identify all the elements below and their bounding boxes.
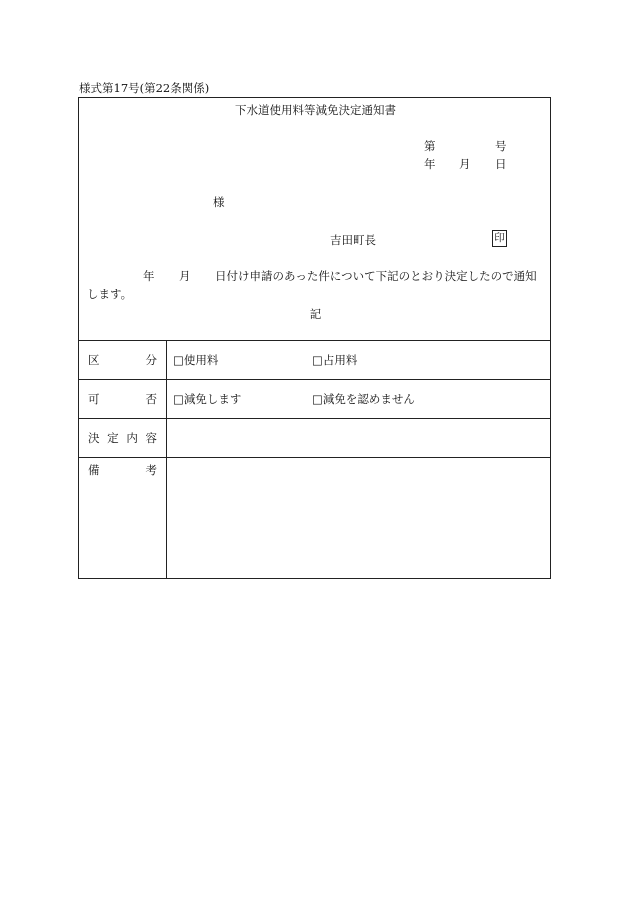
deny-reduction-checkbox[interactable]: □減免を認めません: [312, 392, 415, 406]
issuer-name: 吉田町長: [330, 233, 376, 247]
label-char: 考: [145, 463, 157, 477]
body-year-label: 年: [143, 269, 155, 283]
category-label: [88, 352, 157, 368]
doc-number-suffix: 号: [495, 139, 507, 153]
body-text-line1: 日付け申請のあった件について下記のとおり決定したので通知: [215, 269, 537, 283]
label-char: 区: [88, 353, 100, 367]
label-char: 定: [107, 431, 119, 445]
body-month-label: 月: [179, 269, 191, 283]
decision-content-field[interactable]: [173, 423, 543, 451]
label-char: 決: [88, 431, 100, 445]
label-char: 内: [126, 431, 138, 445]
table-divider: [79, 379, 550, 380]
notice-form: [78, 97, 551, 579]
label-char: 分: [145, 353, 157, 367]
addressee-honorific: 様: [213, 195, 225, 209]
table-column-divider: [166, 340, 167, 578]
body-text-line2: します。: [87, 287, 133, 301]
occupancy-fee-checkbox[interactable]: □占用料: [312, 353, 358, 367]
remarks-field[interactable]: [173, 462, 543, 572]
decision-content-label: [88, 430, 157, 446]
ki-heading: 記: [309, 307, 322, 321]
label-char: 否: [145, 392, 157, 406]
seal-mark: 印: [492, 230, 507, 247]
approval-label: [88, 391, 157, 407]
approve-reduction-checkbox[interactable]: □減免します: [173, 392, 242, 406]
date-year-label: 年: [424, 157, 436, 171]
table-divider: [79, 418, 550, 419]
date-day-label: 日: [495, 157, 507, 171]
label-char: 備: [88, 463, 100, 477]
label-char: 容: [145, 431, 157, 445]
form-number-label: 様式第17号(第22条関係): [79, 81, 210, 95]
table-divider: [79, 457, 550, 458]
remarks-label: [88, 462, 157, 478]
date-month-label: 月: [459, 157, 471, 171]
document-title: 下水道使用料等減免決定通知書: [235, 103, 396, 117]
usage-fee-checkbox[interactable]: □使用料: [173, 353, 219, 367]
label-char: 可: [88, 392, 100, 406]
doc-number-prefix: 第: [424, 139, 436, 153]
table-divider: [79, 340, 550, 341]
